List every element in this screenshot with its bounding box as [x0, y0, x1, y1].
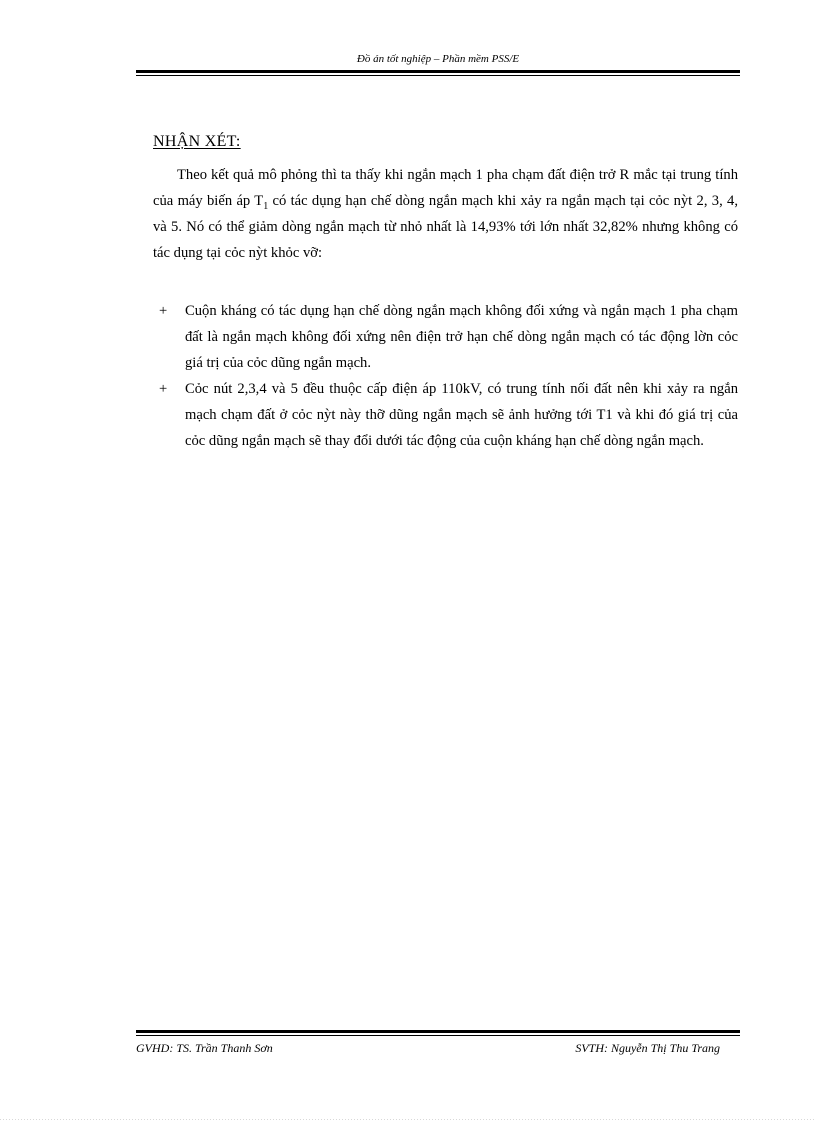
section-heading: NHẬN XÉT: — [153, 133, 241, 150]
paragraph-text-part1: Theo kết quả mô phỏng thì ta thấy khi ngắn mạch 1 pha chạm đất điện trở R mắc tại trung tính của máy biến áp T — [153, 167, 738, 209]
header-rule-thick — [136, 70, 740, 73]
header-rule-thin — [136, 75, 740, 76]
bottom-dotted-line — [0, 1119, 816, 1120]
footer-rule-thick — [136, 1030, 740, 1033]
footer-student: SVTH: Nguyễn Thị Thu Trang — [575, 1041, 720, 1055]
bullet-item — [153, 376, 738, 454]
bullet-list — [153, 298, 738, 454]
page-header-title: Đồ án tốt nghiệp – Phần mềm PSS/E — [356, 53, 520, 65]
bullet-marker: + — [159, 303, 168, 319]
bullet-text: Cuộn kháng có tác dụng hạn chế dòng ngắn mạch không đối xứng và ngắn mạch 1 pha chạm đất là ngắn mạch không đối xứng nên điện trở hạn chế dòng ngắn mạch có tác động lờn cỏc giá trị của cỏc dũng ngắn mạch. — [185, 303, 738, 371]
bullet-item — [153, 298, 738, 376]
paragraph-subscript: 1 — [263, 200, 269, 212]
footer-rule-thin — [136, 1035, 740, 1036]
paragraph-text-part2: có tác dụng hạn chế dòng ngắn mạch khi xảy ra ngắn mạch tại cỏc nỳt 2, 3, 4, và 5. Nó có thể giảm dòng ngắn mạch từ nhỏ nhất là 14,93% tới lớn nhất 32,82% nhưng không có tác dụng tại cỏc nỳt khỏc vỡ: — [153, 193, 739, 261]
section-paragraph — [153, 162, 738, 266]
bullet-text: Cỏc nút 2,3,4 và 5 đều thuộc cấp điện áp 110kV, có trung tính nối đất nên khi xảy ra ngắn mạch chạm đất ở cỏc nỳt này thỡ dũng ngắn mạch sẽ ảnh hưởng tới T1 và khi đó giá trị của cỏc dũng ngắn mạch sẽ thay đổi dưới tác động của cuộn kháng hạn chế dòng ngắn mạch. — [185, 381, 738, 449]
bullet-marker: + — [159, 381, 168, 397]
footer-supervisor: GVHD: TS. Trần Thanh Sơn — [136, 1041, 273, 1055]
